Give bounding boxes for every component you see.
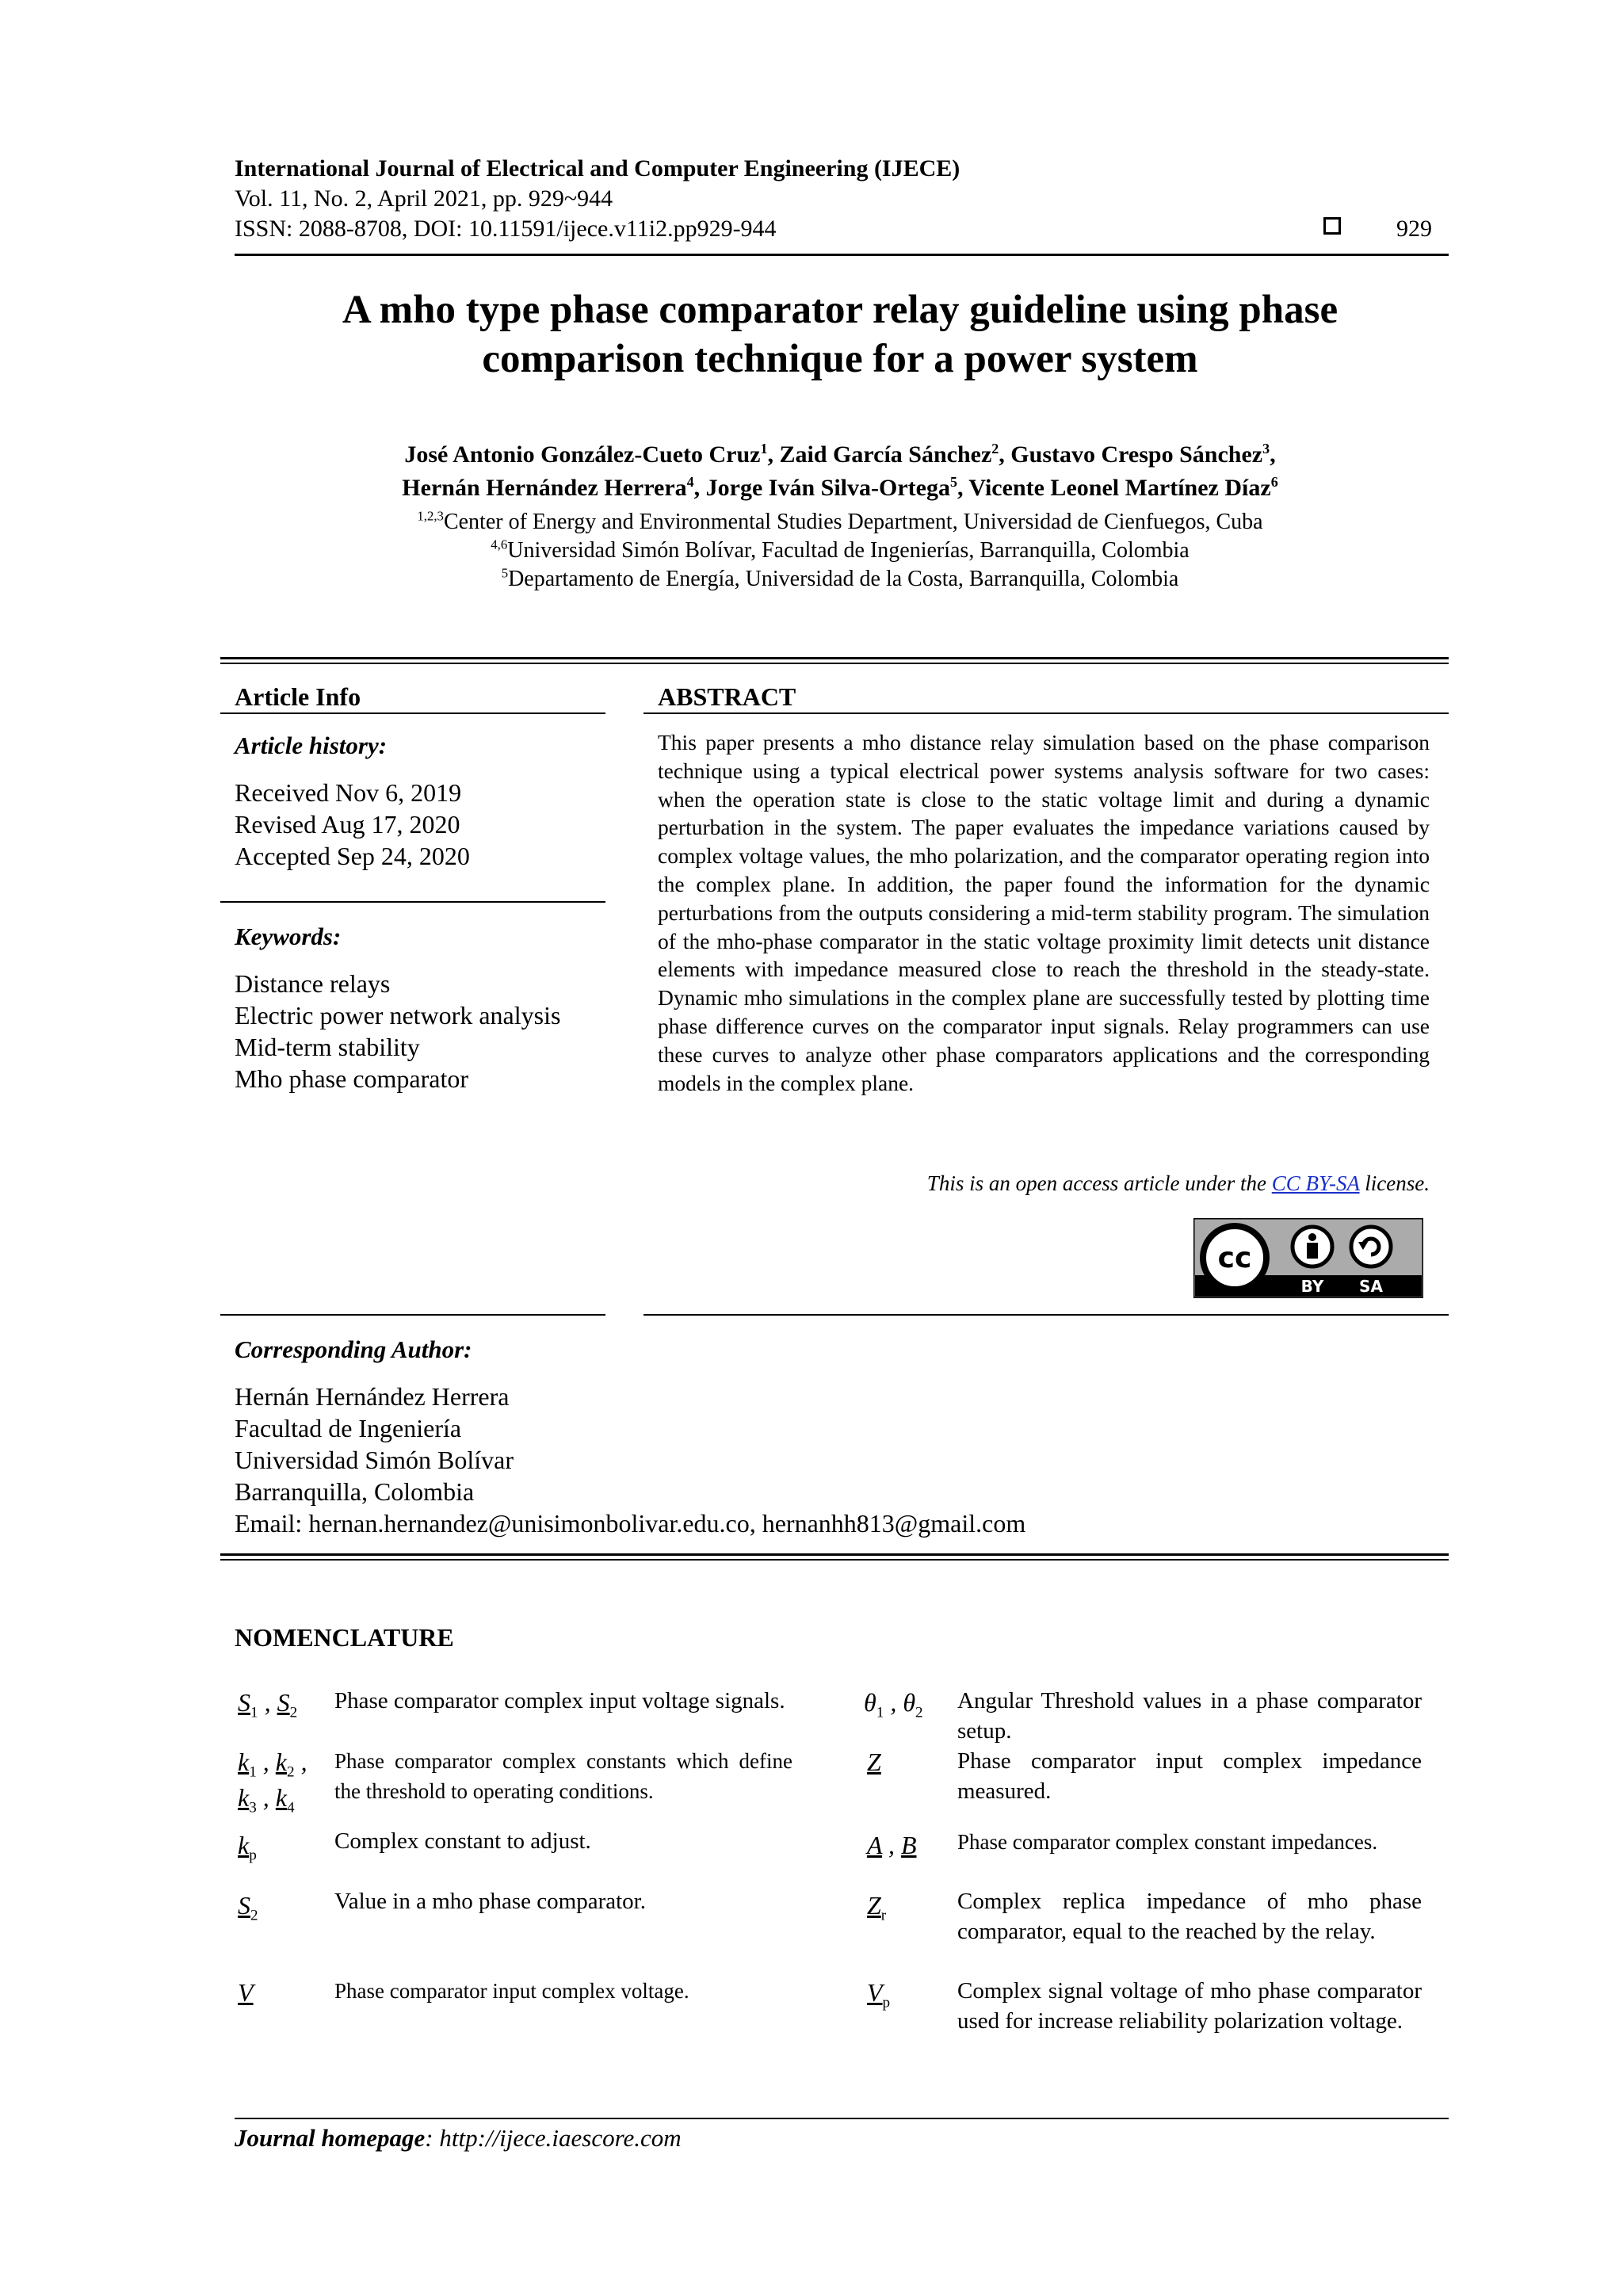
page-number: 929 — [1396, 216, 1432, 242]
keyword-item: Mho phase comparator — [235, 1064, 469, 1093]
author-name: José Antonio González-Cueto Cruz — [404, 441, 761, 468]
author-name: Jorge Iván Silva-Ortega — [705, 475, 950, 501]
article-history-label: Article history: — [235, 732, 388, 759]
cc-badge-svg — [1193, 1218, 1423, 1298]
article-info-heading: Article Info — [235, 682, 361, 711]
author-line-2: Hernán Hernández Herrera$^4$, Jorge Iván Silva-Ortega$^5$, Vicente Leonel Martínez Díaz$^6$ — [402, 474, 1278, 501]
journal-volume: Vol. 11, No. 2, April 2021, pp. 929~944 — [235, 185, 613, 212]
keywords-label: Keywords: — [235, 923, 342, 950]
corresponding-faculty: Facultad de Ingeniería — [235, 1414, 462, 1442]
affiliation-text: Departamento de Energía, Universidad de la Costa, Barranquilla, Colombia — [508, 567, 1179, 591]
author-line-1: José Antonio González-Cueto Cruz$^1$, Zaid García Sánchez$^2$, Gustavo Crespo Sánchez$^3$, — [404, 441, 1276, 468]
symbol-theta1-theta2: $\theta_1$ , $\theta_2$ — [864, 1688, 923, 1721]
affiliation-sup: 5 — [501, 565, 509, 581]
author-name: Zaid García Sánchez — [779, 441, 992, 468]
nom-desc-left: Phase comparator complex constants which define the threshold to operating conditions. — [334, 1749, 792, 1803]
nom-desc-right: Complex replica impedance of mho phase comparator, equal to the reached by the relay. — [957, 1889, 1422, 1944]
homepage-label: Journal homepage — [235, 2124, 426, 2152]
affiliation-1 — [235, 510, 1445, 535]
affiliation-text: Center of Energy and Environmental Studies Department, Universidad de Cienfuegos, Cuba — [443, 510, 1263, 534]
symbol-zr: $Z_r$ — [867, 1891, 887, 1924]
author-sup: 5 — [949, 474, 957, 490]
sa-share-alike-icon — [1351, 1227, 1391, 1266]
license-line — [658, 1171, 1430, 1196]
section-rule-top — [220, 657, 1449, 659]
author-name: Hernán Hernández Herrera — [402, 475, 687, 501]
keyword-item: Distance relays — [235, 969, 391, 998]
author-sup: 4 — [686, 474, 694, 490]
homepage-url[interactable]: : http://ijece.iaescore.com — [425, 2124, 682, 2152]
nom-desc-left: Phase comparator complex input voltage signals. — [334, 1688, 785, 1713]
journal-homepage — [235, 2124, 682, 2153]
corresponding-heading: Corresponding Author: — [235, 1335, 472, 1363]
keyword-item: Electric power network analysis — [235, 1001, 561, 1030]
sa-text: SA — [1359, 1277, 1383, 1296]
license-suffix: license. — [1359, 1171, 1430, 1195]
keywords-rule — [220, 1314, 605, 1316]
history-rule — [220, 901, 605, 903]
affiliation-sup: 4,6 — [491, 537, 508, 552]
cc-text: cc — [1217, 1242, 1252, 1274]
received-date: Received Nov 6, 2019 — [235, 778, 462, 807]
affiliation-3 — [235, 567, 1445, 592]
corresponding-university: Universidad Simón Bolívar — [235, 1446, 514, 1474]
author-list — [235, 438, 1445, 505]
section-rule-bottom — [220, 1553, 1449, 1556]
nom-desc-right: Angular Threshold values in a phase comparator setup. — [957, 1688, 1422, 1744]
abstract-text: This paper presents a mho distance relay simulation based on the phase comparison technique using a typical electrical power systems analysis software for two cases: when the operation state is close to the static voltage limit and during a dynamic perturbation in the system. The paper evaluates the impedance variations caused by complex voltage values, the mho polarization, and the comparator operating region into the complex plane. In addition, the paper found the information for the dynamic perturbations from the outputs considering a mid-term stability program. The simulation of the mho-phase comparator in the static voltage proximity limit detects unit distance elements with impedance measured close to reach the threshold in the steady-state. Dynamic mho simulations in the complex plane are successfully tested by plotting time phase difference curves on the comparator input signals. Relay programmers can use these curves to analyze other phase comparators applications and the corresponding models in the complex plane. — [658, 730, 1430, 1095]
abstract-bottom-rule — [643, 1314, 1449, 1316]
nomenclature-heading: NOMENCLATURE — [235, 1623, 454, 1652]
affiliation-2 — [235, 538, 1445, 563]
header-rule — [235, 254, 1449, 256]
square-bullet-icon — [1323, 217, 1341, 235]
corresponding-email: Email: hernan.hernandez@unisimonbolivar.edu.co, hernanhh813@gmail.com — [235, 1509, 1026, 1538]
corresponding-name: Hernán Hernández Herrera — [235, 1382, 510, 1411]
symbol-s1-s2: $S_1$ , $S_2$ — [238, 1688, 298, 1721]
symbol-k1-k2: $k_1$ , $k_2$ , — [238, 1748, 307, 1781]
author-sup: 1 — [760, 441, 768, 457]
journal-name: International Journal of Electrical and Computer Engineering (IJECE) — [235, 155, 960, 181]
nom-desc-left: Complex constant to adjust. — [334, 1828, 591, 1854]
symbol-a-b: A , B — [867, 1831, 917, 1859]
symbol-vp: $V_p$ — [867, 1978, 891, 2011]
cc-by-sa-badge[interactable] — [1193, 1218, 1423, 1298]
paper-title — [235, 285, 1445, 384]
affiliation-text: Universidad Simón Bolívar, Facultad de Ingenierías, Barranquilla, Colombia — [507, 538, 1190, 563]
nom-desc-right: Phase comparator input complex impedance measured. — [957, 1748, 1422, 1804]
section-rule-top-2 — [220, 663, 1449, 664]
title-line-1: A mho type phase comparator relay guideline using phase — [342, 288, 1338, 332]
footer-rule — [235, 2118, 1449, 2119]
abstract-rule — [643, 712, 1449, 714]
accepted-date: Accepted Sep 24, 2020 — [235, 842, 470, 870]
nom-desc-right: Complex signal voltage of mho phase comparator used for increase reliability polarization voltage. — [957, 1978, 1422, 2034]
license-link[interactable]: CC BY-SA — [1271, 1171, 1360, 1195]
title-line-2: comparison technique for a power system — [482, 337, 1198, 381]
article-info-rule — [220, 712, 605, 714]
corresponding-city: Barranquilla, Colombia — [235, 1477, 475, 1506]
author-name: Gustavo Crespo Sánchez — [1010, 441, 1263, 468]
by-text: BY — [1300, 1277, 1324, 1296]
symbol-kp: $k_p$ — [238, 1831, 257, 1864]
author-sup: 2 — [991, 441, 999, 457]
section-rule-bottom-2 — [220, 1559, 1449, 1561]
author-name: Vicente Leonel Martínez Díaz — [968, 475, 1271, 501]
nom-desc-right: Phase comparator complex constant impedances. — [957, 1830, 1378, 1854]
abstract-heading: ABSTRACT — [658, 682, 796, 711]
author-sup: 3 — [1262, 441, 1270, 457]
nom-desc-left: Value in a mho phase comparator. — [334, 1889, 646, 1914]
author-sup: 6 — [1270, 474, 1278, 490]
revised-date: Revised Aug 17, 2020 — [235, 810, 460, 839]
keyword-item: Mid-term stability — [235, 1033, 420, 1061]
license-prefix: This is an open access article under the — [926, 1171, 1272, 1195]
journal-issn-doi: ISSN: 2088-8708, DOI: 10.11591/ijece.v11i2.pp929-944 — [235, 216, 777, 242]
symbol-s2: $S_2$ — [238, 1891, 258, 1924]
affiliation-sup: 1,2,3 — [417, 508, 444, 524]
symbol-z: Z — [867, 1748, 881, 1776]
symbol-k3-k4: $k_3$ , $k_4$ — [238, 1783, 295, 1817]
nom-desc-left: Phase comparator input complex voltage. — [334, 1979, 689, 2003]
symbol-v: V — [238, 1978, 254, 2007]
